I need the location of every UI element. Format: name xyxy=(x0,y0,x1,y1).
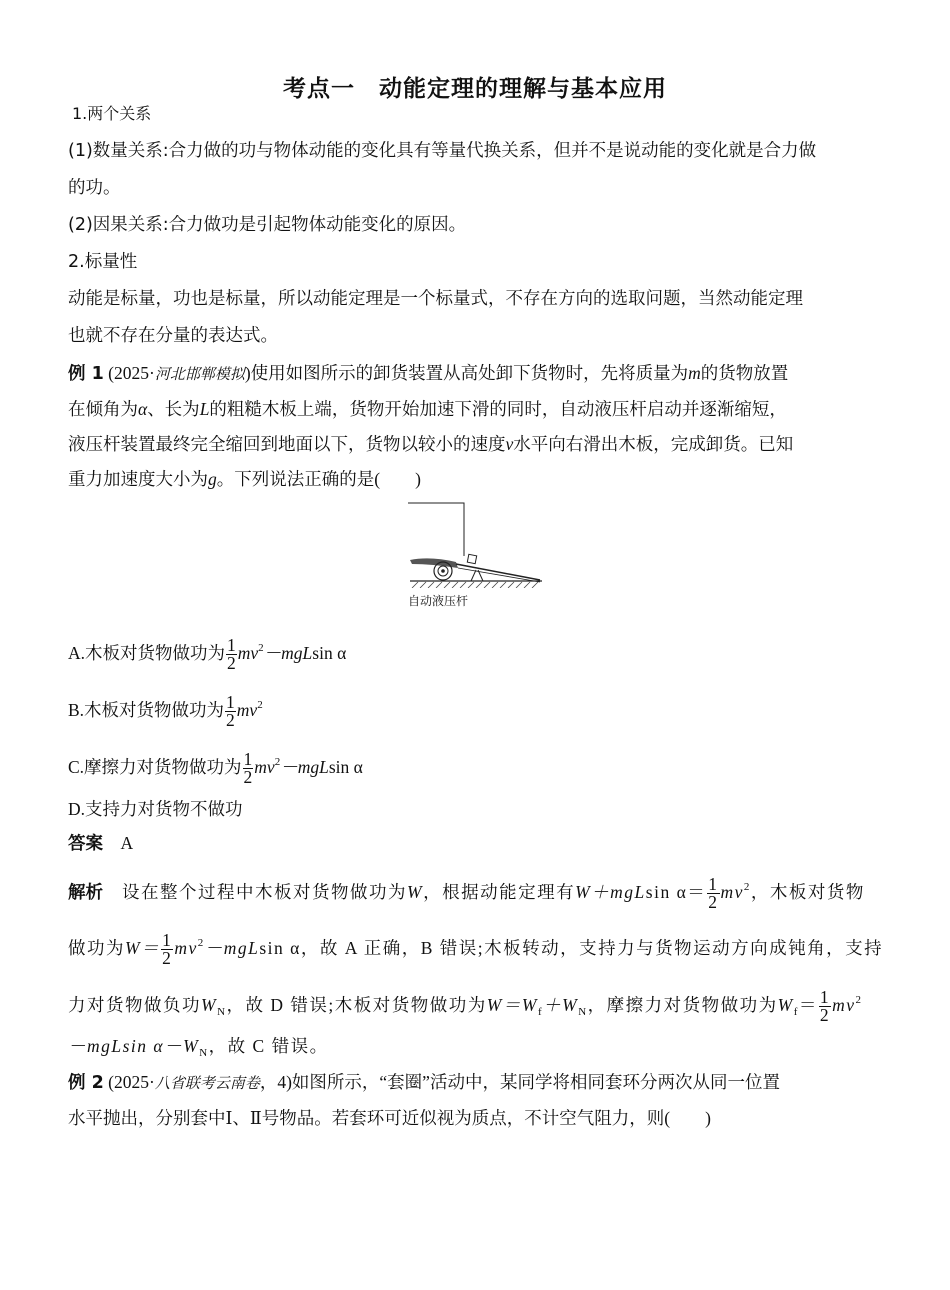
answer-label: 答案 xyxy=(68,834,103,854)
unloading-device-diagram xyxy=(400,498,550,588)
section-2-heading: 2.标量性 xyxy=(68,252,138,272)
analysis-line4: －mgLsin $\alpha-W_N$，故 C 错误。 xyxy=(68,1036,329,1059)
ex2-line2: 水平抛出，分别套中Ⅰ、Ⅱ号物品。若套环可近似视为质点，不计空气阻力，则( ) xyxy=(68,1108,711,1128)
s1-p1-line2: 的功。 xyxy=(68,178,121,198)
figure-caption: 自动液压杆 xyxy=(408,594,469,608)
page-title: 考点一 动能定理的理解与基本应用 xyxy=(283,76,667,102)
section-1-heading: 1.两个关系 xyxy=(72,104,152,123)
ex2-source: 八省联考云南卷 xyxy=(154,1074,260,1092)
ex1-label: 例 1 xyxy=(68,364,104,384)
ex1-line2: 在倾角为α、长为L的粗糙木板上端，货物开始加速下滑的同时，自动液压杆启动并逐渐缩短， xyxy=(68,399,787,419)
analysis-line3: 力对货物做负功$W_N$，故 D 错误;木板对货物做功为$W=W_f+W_N$，摩擦力对货物做功为$W_f=$ $\frac{1}{2}$ $mv^2$ xyxy=(68,987,863,1026)
s2-p-line2: 也就不存在分量的表达式。 xyxy=(68,326,278,346)
ex2-label: 例 2 xyxy=(68,1073,104,1093)
analysis-line2: 做功为W＝ $\frac{1}{2}$ $mv^2-mgLsin$ α，故 A 正确，B 错误;木板转动，支持力与货物运动方向成钝角，支持 xyxy=(68,930,884,969)
ex1-line3: 液压杆装置最终完全缩回到地面以下，货物以较小的速度v水平向右滑出木板，完成卸货。已知 xyxy=(68,434,794,454)
ex1-line4: 重力加速度大小为g。下列说法正确的是( ) xyxy=(68,469,421,489)
ex1-line1: 例 1 (2025·河北邯郸模拟)使用如图所示的卸货装置从高处卸下货物时，先将质量为m的货物放置 xyxy=(68,363,789,384)
option-c: C.摩擦力对货物做功为 $\frac{1}{2}$ $mv^2-mgLsin$ α xyxy=(68,749,363,788)
ex1-source: 河北邯郸模拟 xyxy=(154,365,245,383)
s2-p-line1: 动能是标量，功也是标量，所以动能定理是一个标量式，不存在方向的选取问题，当然动能定理 xyxy=(68,289,803,309)
option-b: B.木板对货物做功为 $\frac{1}{2}$ $mv^2$ xyxy=(68,692,263,731)
unloading-device-figure xyxy=(400,498,550,613)
analysis-label: 解析 xyxy=(68,883,103,903)
s1-p1-line1: (1)数量关系:合力做的功与物体动能的变化具有等量代换关系，但并不是说动能的变化就是合力做 xyxy=(68,141,817,161)
analysis-line1: 解析 设在整个过程中木板对货物做功为W，根据动能定理有W＋mgLsin α＝ $\frac{1}{2}$ $mv^2$，木板对货物 xyxy=(68,874,865,913)
option-a: A.木板对货物做功为 $\frac{1}{2}$ $mv^2-mgLsin$ α xyxy=(68,635,347,674)
answer xyxy=(68,830,883,857)
option-d: D.支持力对货物不做功 xyxy=(68,799,243,819)
s1-p2: (2)因果关系:合力做功是引起物体动能变化的原因。 xyxy=(68,215,467,235)
answer-value: A xyxy=(120,833,134,853)
ex2-line1: 例 2 (2025·八省联考云南卷，4)如图所示，“套圈”活动中，某同学将相同套环分两次从同一位置 xyxy=(68,1072,780,1093)
